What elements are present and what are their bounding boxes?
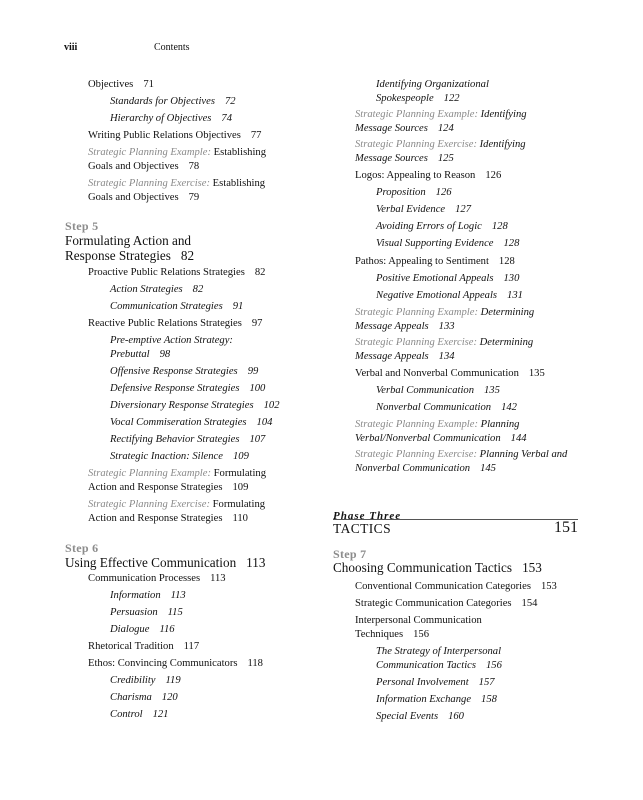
toc-entry: Pathos: Appealing to Sentiment 128: [355, 256, 515, 267]
planning-exercise-cont: Message Sources 125: [355, 153, 454, 164]
toc-entry: Proposition 126: [376, 187, 452, 198]
planning-exercise: Strategic Planning Exercise: Planning Verbal and: [355, 449, 568, 460]
toc-entry: Visual Supporting Evidence 128: [376, 238, 520, 249]
planning-exercise-cont: Action and Response Strategies 110: [88, 513, 248, 524]
toc-entry: Pre-emptive Action Strategy:: [110, 335, 233, 346]
phase-title: TACTICS 151: [333, 519, 578, 536]
planning-exercise: Strategic Planning Exercise: Determining: [355, 337, 534, 348]
planning-example: Strategic Planning Example: Planning: [355, 419, 520, 430]
phase-page: 151: [554, 519, 578, 536]
toc-entry: Action Strategies 82: [110, 284, 204, 295]
toc-entry: Information 113: [110, 590, 186, 601]
toc-entry: Techniques 156: [355, 629, 429, 640]
toc-entry: Strategic Communication Categories 154: [355, 598, 538, 609]
toc-entry: Hierarchy of Objectives 74: [110, 113, 232, 124]
toc-entry: Verbal and Nonverbal Communication 135: [355, 368, 545, 379]
step-label: Step 7: [333, 547, 367, 561]
toc-entry: Ethos: Convincing Communicators 118: [88, 658, 263, 669]
toc-entry: Verbal Evidence 127: [376, 204, 472, 215]
toc-entry: Dialogue 116: [110, 624, 175, 635]
toc-entry: Interpersonal Communication: [355, 615, 482, 626]
toc-entry: Defensive Response Strategies 100: [110, 383, 266, 394]
planning-example: Strategic Planning Example: Formulating: [88, 468, 267, 479]
planning-example: Strategic Planning Example: Identifying: [355, 109, 527, 120]
planning-example-cont: Verbal/Nonverbal Communication 144: [355, 433, 527, 444]
toc-entry: The Strategy of Interpersonal: [376, 646, 502, 657]
planning-exercise: Strategic Planning Exercise: Establishing: [88, 178, 266, 189]
planning-exercise: Strategic Planning Exercise: Identifying: [355, 139, 526, 150]
toc-entry: Prebuttal 98: [110, 349, 171, 360]
phase-label: Phase Three: [333, 510, 402, 522]
planning-exercise-cont: Goals and Objectives 79: [88, 192, 200, 203]
toc-entry: Offensive Response Strategies 99: [110, 366, 259, 377]
planning-example: Strategic Planning Example: Establishing: [88, 147, 267, 158]
step-label: Step 6: [65, 541, 99, 555]
planning-exercise-cont: Message Appeals 134: [355, 351, 455, 362]
toc-entry: Charisma 120: [110, 692, 178, 703]
page-number: viii: [64, 42, 78, 53]
toc-entry: Verbal Communication 135: [376, 385, 500, 396]
toc-entry: Positive Emotional Appeals 130: [376, 273, 520, 284]
toc-entry: Control 121: [110, 709, 169, 720]
toc-entry: Nonverbal Communication 142: [376, 402, 517, 413]
toc-entry: Special Events 160: [376, 711, 464, 722]
toc-entry: Rectifying Behavior Strategies 107: [110, 434, 266, 445]
toc-entry: Credibility 119: [110, 675, 181, 686]
toc-entry: Logos: Appealing to Reason 126: [355, 170, 502, 181]
toc-entry: Identifying Organizational: [376, 79, 489, 90]
planning-exercise: Strategic Planning Exercise: Formulating: [88, 499, 266, 510]
phase-rule: [333, 519, 578, 520]
toc-entry: Personal Involvement 157: [376, 677, 495, 688]
running-title: Contents: [154, 42, 190, 53]
toc-entry: Proactive Public Relations Strategies 82: [88, 267, 266, 278]
toc-entry: Diversionary Response Strategies 102: [110, 400, 280, 411]
step-title: Using Effective Communication 113: [65, 555, 266, 570]
step-title: Response Strategies 82: [65, 248, 195, 263]
toc-entry: Persuasion 115: [110, 607, 183, 618]
step-title: Formulating Action and: [65, 233, 192, 248]
toc-entry: Negative Emotional Appeals 131: [376, 290, 523, 301]
toc-entry: Avoiding Errors of Logic 128: [376, 221, 508, 232]
toc-entry: Information Exchange 158: [376, 694, 497, 705]
toc-entry: Standards for Objectives 72: [110, 96, 236, 107]
toc-entry: Strategic Inaction: Silence 109: [110, 451, 249, 462]
step-label: Step 5: [65, 219, 99, 233]
toc-entry: Spokespeople 122: [376, 93, 460, 104]
toc-entry: Vocal Commiseration Strategies 104: [110, 417, 273, 428]
planning-example-cont: Message Appeals 133: [355, 321, 455, 332]
toc-entry: Conventional Communication Categories 153: [355, 581, 557, 592]
planning-example-cont: Goals and Objectives 78: [88, 161, 200, 172]
planning-example: Strategic Planning Example: Determining: [355, 307, 535, 318]
toc-entry: Objectives 71: [88, 79, 154, 90]
step-title: Choosing Communication Tactics 153: [333, 560, 542, 575]
planning-example-cont: Action and Response Strategies 109: [88, 482, 249, 493]
toc-entry: Communication Processes 113: [88, 573, 226, 584]
toc-entry: Rhetorical Tradition 117: [88, 641, 200, 652]
toc-entry: Communication Tactics 156: [376, 660, 502, 671]
planning-exercise-cont: Nonverbal Communication 145: [355, 463, 496, 474]
toc-entry: Writing Public Relations Objectives 77: [88, 130, 262, 141]
toc-entry: Reactive Public Relations Strategies 97: [88, 318, 263, 329]
planning-example-cont: Message Sources 124: [355, 123, 454, 134]
toc-entry: Communication Strategies 91: [110, 301, 244, 312]
